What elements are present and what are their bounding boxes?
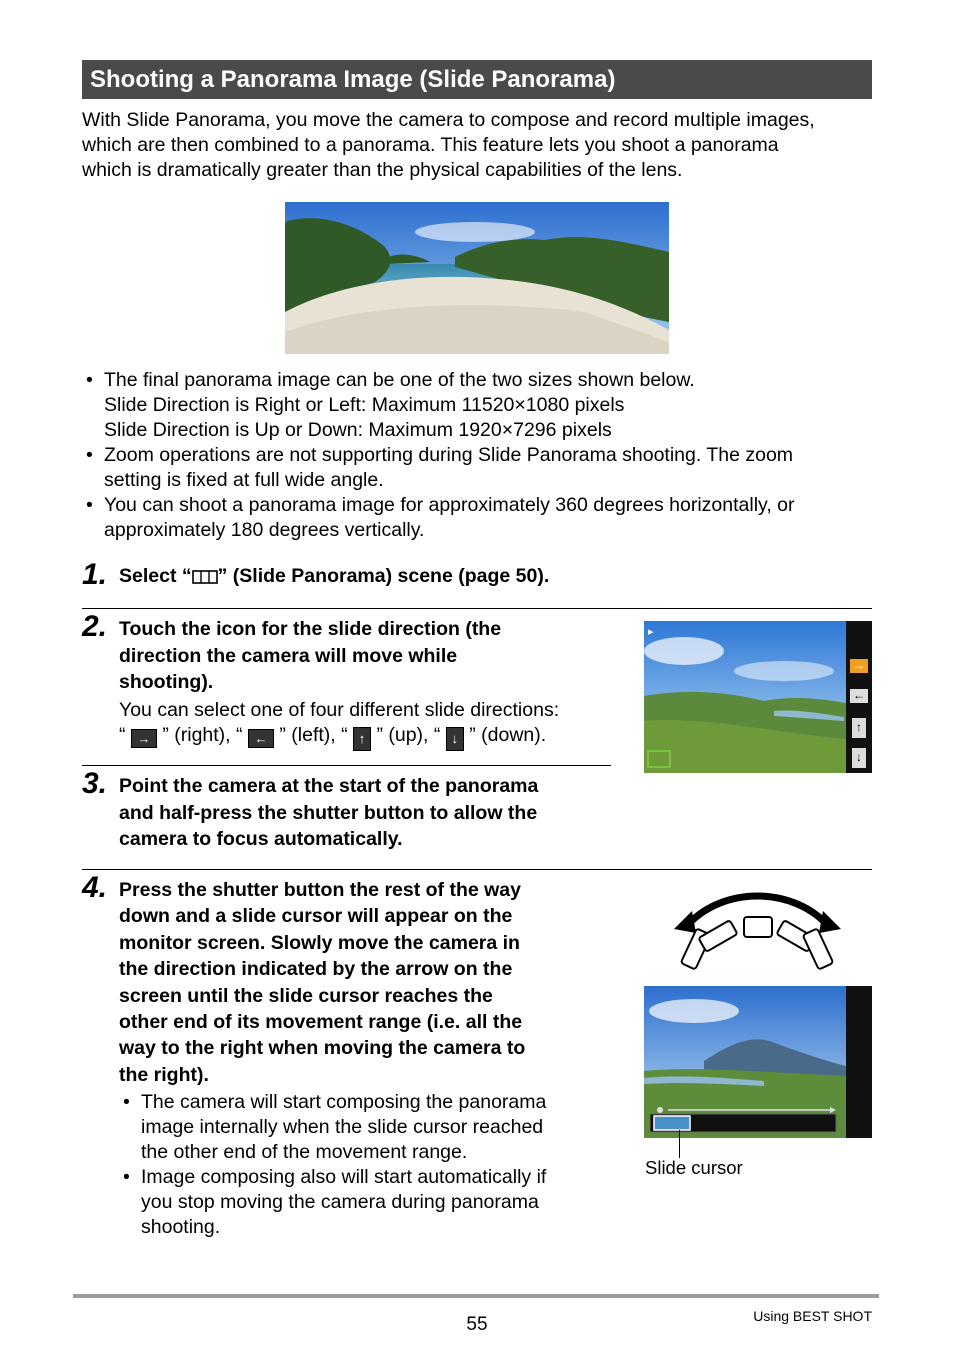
notes-list [82,368,882,543]
step-1-text: Select “ ” (Slide Panorama) scene (page 50). [119,564,819,592]
callout-line [679,1130,680,1158]
camera-movement-illustration [670,885,845,975]
bullet-dot: • [86,444,93,466]
intro-line: which is dramatically greater than the physical capabilities of the lens. [82,159,683,181]
slide-down-icon: ↓ [446,727,464,751]
slide-cursor-label: Slide cursor [645,1157,743,1178]
footer-rule [73,1294,879,1298]
list-item: • The camera will start composing the panorama image internally when the slide cursor reached the other end of the movement range. [123,1091,547,1163]
step-2-heading: Touch the icon for the slide direction (the direction the camera will move while shooting). [119,618,502,693]
slide-left-icon: ← [248,729,274,748]
page-number: 55 [466,1314,488,1335]
intro-paragraph [82,108,882,183]
slide-panorama-icon [192,567,218,592]
camera-monitor-direction-select [644,621,872,773]
divider [82,608,872,609]
step-2-body: You can select one of four different slide directions: “ → ” (right), “ ← ” (left), “ ↑ ” (up), “ ↓ ” (down). [119,698,619,751]
panorama-photo [285,202,669,354]
list-item: • Image composing also will start automatically if you stop moving the camera during panorama shooting. [123,1166,547,1238]
play-icon: ▸ [648,626,654,638]
intro-line: With Slide Panorama, you move the camera to compose and record multiple images, [82,109,815,131]
bullet-dot: • [86,369,93,391]
bullet-dot: • [123,1166,130,1188]
step-3-heading: Point the camera at the start of the panorama and half-press the shutter button to allow the camera to focus automatically. [119,775,539,850]
slide-up-icon[interactable]: ↑ [856,720,862,734]
slide-down-icon[interactable]: ↓ [856,750,862,764]
bullet-dot: • [123,1091,130,1113]
section-title: Shooting a Panorama Image (Slide Panorama) [82,60,872,99]
slide-right-icon: → [131,729,157,748]
list-item: • The final panorama image can be one of the two sizes shown below. Slide Direction is Right or Left: Maximum 11520×1080 pixels Slide Direction is Up or Down: Maximum 1920×7296 pixels [86,369,695,441]
step-4-heading: Press the shutter button the rest of the way down and a slide cursor will appear on the monitor screen. Slowly move the camera in the direction indicated by the arrow on the screen until the slide cursor reaches the other end of its movement range (i.e. all the way to the right when moving the camera to the right). [119,879,526,1086]
step-1-number: 1. [82,558,108,591]
divider [82,765,611,766]
intro-line: which are then combined to a panorama. This feature lets you shoot a panorama [82,134,779,156]
slide-up-icon: ↑ [353,727,371,751]
bullet-dot: • [86,494,93,516]
step-4-notes [119,1090,599,1240]
divider [82,869,872,870]
step-4-number: 4. [82,871,108,904]
footer-section-name: Using BEST SHOT [753,1308,872,1324]
list-item: • You can shoot a panorama image for approximately 360 degrees horizontally, or approximately 180 degrees vertically. [86,494,795,541]
step-3-number: 3. [82,767,108,800]
camera-monitor-slide-cursor [644,986,872,1138]
list-item: • Zoom operations are not supporting during Slide Panorama shooting. The zoom setting is fixed at full wide angle. [86,444,794,491]
slide-left-icon[interactable]: ← [853,688,865,702]
step-2-number: 2. [82,610,108,643]
slide-right-icon[interactable]: → [853,658,865,672]
